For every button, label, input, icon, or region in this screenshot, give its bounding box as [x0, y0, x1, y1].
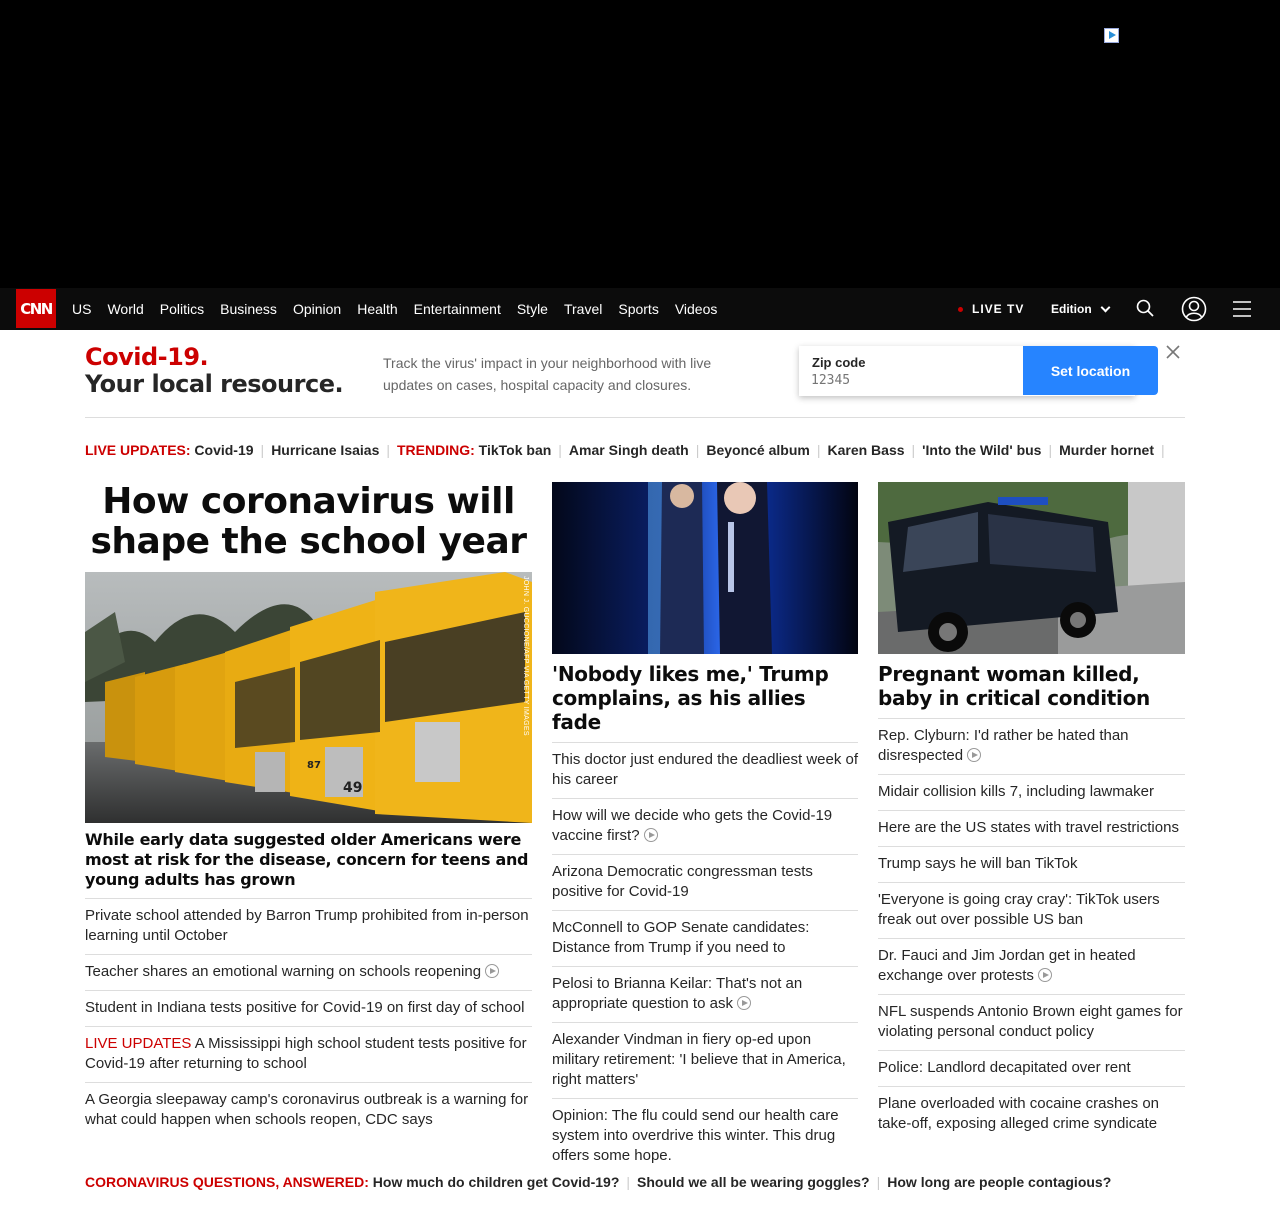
separator: |	[695, 442, 700, 458]
story-link[interactable]	[85, 1083, 532, 1138]
story-link[interactable]	[552, 967, 858, 1023]
nav-link-entertainment[interactable]: Entertainment	[413, 301, 501, 317]
trending-link[interactable]: Amar Singh death	[568, 442, 689, 458]
story-link[interactable]	[878, 1051, 1185, 1087]
trending-link[interactable]: Karen Bass	[827, 442, 905, 458]
story-link[interactable]	[85, 1027, 532, 1083]
story-link[interactable]	[878, 847, 1185, 883]
separator: |	[558, 442, 562, 458]
separator: |	[626, 1174, 631, 1190]
separator: |	[816, 442, 821, 458]
story-headline: How will we decide who gets the Covid-19 vaccine first?	[552, 807, 833, 844]
story-headline: Here are the US states with travel restrictions	[878, 819, 1179, 836]
story-link[interactable]	[878, 939, 1185, 995]
right-column	[878, 660, 1185, 1142]
separator: |	[1161, 442, 1165, 458]
main-headline[interactable]: How coronavirus will shape the school year	[90, 481, 527, 562]
top-navigation	[0, 288, 1280, 330]
story-link[interactable]	[85, 955, 532, 991]
story-headline: NFL suspends Antonio Brown eight games for violating personal conduct policy	[878, 1003, 1183, 1040]
nav-link-us[interactable]: US	[72, 301, 92, 317]
story-headline: Alexander Vindman in fiery op-ed upon military retirement: 'I believe that in America, right matters'	[552, 1031, 846, 1088]
ad-banner[interactable]	[0, 0, 1280, 288]
story-link[interactable]	[878, 1087, 1185, 1142]
story-headline: Pelosi to Brianna Keilar: That's not an appropriate question to ask	[552, 975, 803, 1012]
edition-label: Edition	[1051, 302, 1092, 316]
story-link[interactable]	[878, 811, 1185, 847]
story-link[interactable]	[552, 1099, 858, 1174]
covid-banner-description: Track the virus' impact in your neighborhood with live updates on cases, hospital capacity and closures.	[383, 355, 712, 393]
nav-link-style[interactable]: Style	[516, 301, 548, 317]
live-dot-icon	[958, 307, 963, 312]
story-headline: Rep. Clyburn: I'd rather be hated than disrespected	[878, 727, 1129, 764]
story-link[interactable]	[552, 799, 858, 855]
user-account-icon[interactable]	[1181, 296, 1207, 322]
edition-dropdown[interactable]	[1051, 302, 1109, 316]
story-headline: McConnell to GOP Senate candidates: Distance from Trump if you need to	[552, 919, 810, 956]
nav-link-world[interactable]: World	[107, 301, 144, 317]
left-column	[85, 830, 532, 1138]
separator: |	[386, 442, 390, 458]
video-play-icon	[737, 996, 751, 1010]
school-buses-photo[interactable]	[85, 572, 532, 823]
ad-choices-icon[interactable]	[1104, 28, 1119, 43]
photo-credit: JOHN J. GUCCIONE/AFP VIA GETTY IMAGES	[522, 576, 529, 736]
covid-banner-title: Covid-19.	[85, 343, 209, 371]
story-headline: Private school attended by Barron Trump prohibited from in-person learning until October	[85, 907, 529, 944]
hamburger-menu-icon[interactable]	[1232, 300, 1252, 318]
trending-link[interactable]: 'Into the Wild' bus	[922, 442, 1042, 458]
trending-label: TRENDING:	[397, 442, 479, 458]
nav-link-travel[interactable]: Travel	[563, 301, 603, 317]
story-headline: Police: Landlord decapitated over rent	[878, 1059, 1131, 1076]
nav-link-videos[interactable]: Videos	[674, 301, 718, 317]
nav-link-opinion[interactable]: Opinion	[292, 301, 342, 317]
middle-column	[552, 660, 858, 1174]
nav-link-sports[interactable]: Sports	[618, 301, 659, 317]
story-headline: Trump says he will ban TikTok	[878, 855, 1078, 872]
nav-link-politics[interactable]: Politics	[159, 301, 205, 317]
right-story-list	[878, 719, 1185, 1142]
story-headline: Arizona Democratic congressman tests positive for Covid-19	[552, 863, 813, 900]
story-link[interactable]	[85, 899, 532, 955]
trending-link[interactable]: Murder hornet	[1059, 442, 1154, 458]
story-link[interactable]	[878, 883, 1185, 939]
story-headline: A Georgia sleepaway camp's coronavirus outbreak is a warning for what could happen when schools reopen, CDC says	[85, 1091, 529, 1128]
svg-text:49: 49	[343, 780, 363, 796]
cnn-logo[interactable]: CNN	[16, 289, 56, 328]
question-link[interactable]: How much do children get Covid-19?	[372, 1174, 620, 1190]
story-headline: Midair collision kills 7, including lawmaker	[878, 783, 1154, 800]
story-headline: Dr. Fauci and Jim Jordan get in heated exchange over protests	[878, 947, 1136, 984]
police-car-photo[interactable]	[878, 482, 1185, 654]
nav-link-health[interactable]: Health	[357, 301, 398, 317]
separator: |	[911, 442, 916, 458]
trending-link[interactable]: Beyoncé album	[706, 442, 810, 458]
covid-local-banner	[85, 330, 1185, 418]
story-link[interactable]	[552, 1023, 858, 1099]
story-link[interactable]	[552, 743, 858, 799]
covid-banner-subtitle: Your local resource.	[85, 370, 344, 398]
story-headline: 'Everyone is going cray cray': TikTok users freak out over possible US ban	[878, 891, 1160, 928]
nav-link-business[interactable]: Business	[220, 301, 277, 317]
story-headline: Opinion: The flu could send our health care system into overdrive this winter. This drug offers some hope.	[552, 1107, 839, 1164]
story-link[interactable]	[552, 855, 858, 911]
question-link[interactable]: Should we all be wearing goggles?	[637, 1174, 870, 1190]
separator: |	[1048, 442, 1053, 458]
left-story-list	[85, 899, 532, 1138]
video-play-icon	[967, 748, 981, 762]
story-link[interactable]	[85, 991, 532, 1027]
trending-link[interactable]: TikTok ban	[478, 442, 552, 458]
story-headline: Student in Indiana tests positive for Covid-19 on first day of school	[85, 999, 525, 1016]
live-updates-link[interactable]: Covid-19	[194, 442, 254, 458]
live-updates-link[interactable]: Hurricane Isaias	[271, 442, 380, 458]
zip-code-label: Zip code	[812, 355, 866, 370]
middle-story-list	[552, 743, 858, 1174]
video-play-icon	[1038, 968, 1052, 982]
questions-label: CORONAVIRUS QUESTIONS, ANSWERED:	[85, 1174, 373, 1190]
lead-story-middle[interactable]: 'Nobody likes me,' Trump complains, as his allies fade	[552, 660, 858, 743]
separator: |	[876, 1174, 881, 1190]
story-headline: This doctor just endured the deadliest week of his career	[552, 751, 859, 788]
story-headline: A Mississippi high school student tests positive for Covid-19 after returning to school	[85, 1035, 527, 1072]
trending-bar	[85, 442, 1172, 458]
video-play-icon	[485, 964, 499, 978]
live-updates-label: LIVE UPDATES:	[85, 442, 195, 458]
story-link[interactable]	[552, 911, 858, 967]
chevron-down-icon	[1100, 302, 1110, 312]
story-headline: Plane overloaded with cocaine crashes on take-off, exposing alleged crime syndicate	[878, 1095, 1160, 1132]
story-link[interactable]	[878, 719, 1185, 775]
lead-story-right[interactable]: Pregnant woman killed, baby in critical condition	[878, 660, 1185, 719]
lead-story-left[interactable]: While early data suggested older Americans were most at risk for the disease, concern for teens and young adults has grown	[85, 830, 532, 899]
trump-photo[interactable]	[552, 482, 858, 654]
close-icon[interactable]	[1165, 344, 1181, 360]
story-headline: Teacher shares an emotional warning on schools reopening	[85, 963, 482, 980]
story-link[interactable]	[878, 995, 1185, 1051]
video-play-icon	[644, 828, 658, 842]
separator: |	[260, 442, 265, 458]
svg-text:87: 87	[307, 760, 321, 771]
story-link[interactable]	[878, 775, 1185, 811]
question-link[interactable]: How long are people contagious?	[887, 1174, 1112, 1190]
live-tv-link[interactable]	[958, 302, 1024, 316]
zip-code-input[interactable]	[811, 373, 1011, 388]
set-location-button[interactable]: Set location	[1023, 346, 1158, 395]
live-updates-tag: LIVE UPDATES	[85, 1035, 195, 1052]
search-icon[interactable]	[1136, 299, 1154, 317]
coronavirus-questions-bar	[85, 1174, 1111, 1190]
live-tv-label: LIVE TV	[972, 302, 1025, 316]
nav-links	[72, 288, 733, 330]
